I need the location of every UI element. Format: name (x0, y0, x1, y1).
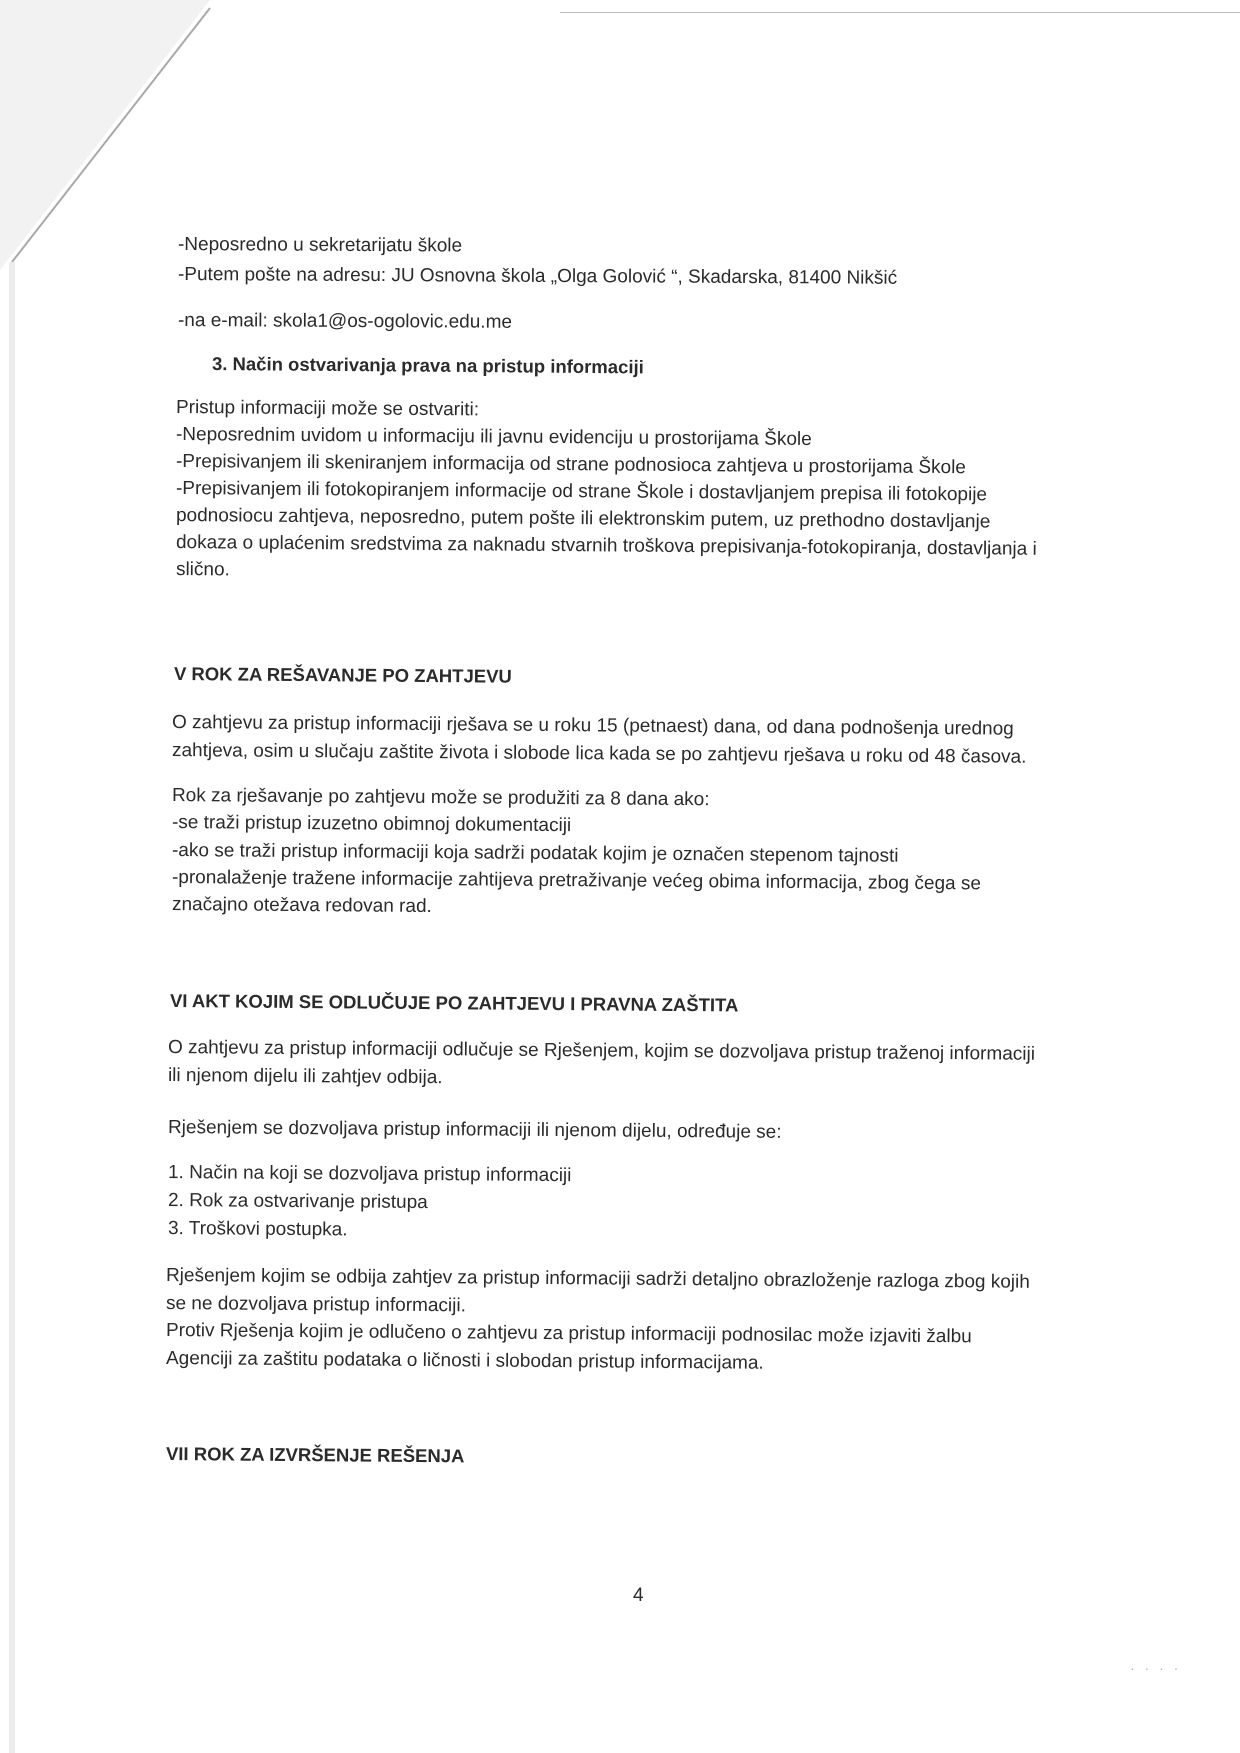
section-vi-list-item: 1. Način na koji se dozvoljava pristup informaciji (167, 1162, 572, 1187)
section-vi-paragraph-line: Protiv Rješenja kojim je odlučeno o zahtjevu za pristup informaciji podnosilac može izjaviti žalbu (165, 1320, 972, 1348)
section-vi-paragraph-line: Agenciji za zaštitu podataka o ličnosti i slobodan pristup informacijama. (165, 1348, 764, 1374)
section-3-line: -Prepisivanjem ili fotokopiranjem informacije od strane Škole i dostavljanjem prepisa ili fotokopije (175, 478, 988, 506)
section-3-heading: 3. Način ostvarivanja prava na pristup informaciji (211, 353, 644, 378)
scan-top-edge (560, 12, 1240, 13)
scan-specks: · · · · (1130, 1660, 1182, 1676)
section-v-paragraph-line: -ako se traži pristup informaciji koja sadrži podatak kojim je označen stepenom tajnosti (171, 840, 899, 867)
section-vi-paragraph-line: Rješenjem kojim se odbija zahtjev za pristup informaciji sadrži detaljno obrazloženje razloga zbog kojih (165, 1265, 1030, 1293)
contact-line-3: -na e-mail: skola1@os-ogolovic.edu.me (177, 310, 513, 333)
section-vi-list-item: 2. Rok za ostvarivanje pristupa (167, 1190, 428, 1214)
section-3-line: slično. (175, 559, 230, 581)
section-3-line: -Prepisivanjem ili skeniranjem informacija od strane podnosioca zahtjeva u prostorijama Škole (175, 451, 966, 479)
section-3-line: Pristup informaciji može se ostvariti: (175, 397, 480, 421)
section-v-paragraph-line: značajno otežava redovan rad. (171, 894, 432, 918)
section-vi-heading: VI AKT KOJIM SE ODLUČUJE PO ZAHTJEVU I PRAVNA ZAŠTITA (169, 990, 739, 1016)
page-number: 4 (633, 1585, 644, 1606)
section-v-paragraph-line: -se traži pristup izuzetno obimnoj dokumentaciji (171, 812, 572, 837)
contact-line-2: -Putem pošte na adresu: JU Osnovna škola „Olga Golović “, Skadarska, 81400 Nikšić (177, 264, 898, 289)
section-v-paragraph-line: O zahtjevu za pristup informaciji rješava se u roku 15 (petnaest) dana, od dana podnošenja urednog (171, 712, 1014, 740)
section-vi-paragraph-line: Rješenjem se dozvoljava pristup informaciji ili njenom dijelu, određuje se: (167, 1117, 782, 1143)
section-v-heading: V ROK ZA REŠAVANJE PO ZAHTJEVU (173, 663, 512, 687)
section-vi-list-item: 3. Troškovi postupka. (167, 1218, 348, 1241)
section-3-line: podnosiocu zahtjeva, neposredno, putem pošte ili elektronskim putem, uz prethodno dostavljanje (175, 505, 991, 533)
section-vii-heading: VII ROK ZA IZVRŠENJE REŠENJA (165, 1443, 465, 1467)
section-3-line: -Neposrednim uvidom u informaciju ili javnu evidenciju u prostorijama Škole (175, 424, 812, 450)
section-v-paragraph-line: -pronalaženje tražene informacije zahtijeva pretraživanje većeg obima informacija, zbog čega se (171, 867, 982, 895)
section-vi-paragraph-line: se ne dozvoljava pristup informaciji. (165, 1293, 466, 1317)
section-v-paragraph-line: Rok za rješavanje po zahtjevu može se produžiti za 8 dana ako: (171, 785, 710, 811)
section-3-line: dokaza o uplaćenim sredstvima za naknadu stvarnih troškova prepisivanja-fotokopiranja, dostavljanja i (175, 532, 1037, 560)
contact-line-1: -Neposredno u sekretarijatu škole (177, 234, 463, 257)
section-vi-paragraph-line: O zahtjevu za pristup informaciji odlučuje se Rješenjem, kojim se dozvoljava pristup traženoj informaciji (167, 1037, 1036, 1065)
section-v-paragraph-line: zahtjeva, osim u slučaju zaštite života i slobode lica kada se po zahtjevu rješava u roku od 48 časova. (171, 740, 1027, 768)
section-vi-paragraph-line: ili njenom dijelu ili zahtjev odbija. (167, 1065, 443, 1089)
